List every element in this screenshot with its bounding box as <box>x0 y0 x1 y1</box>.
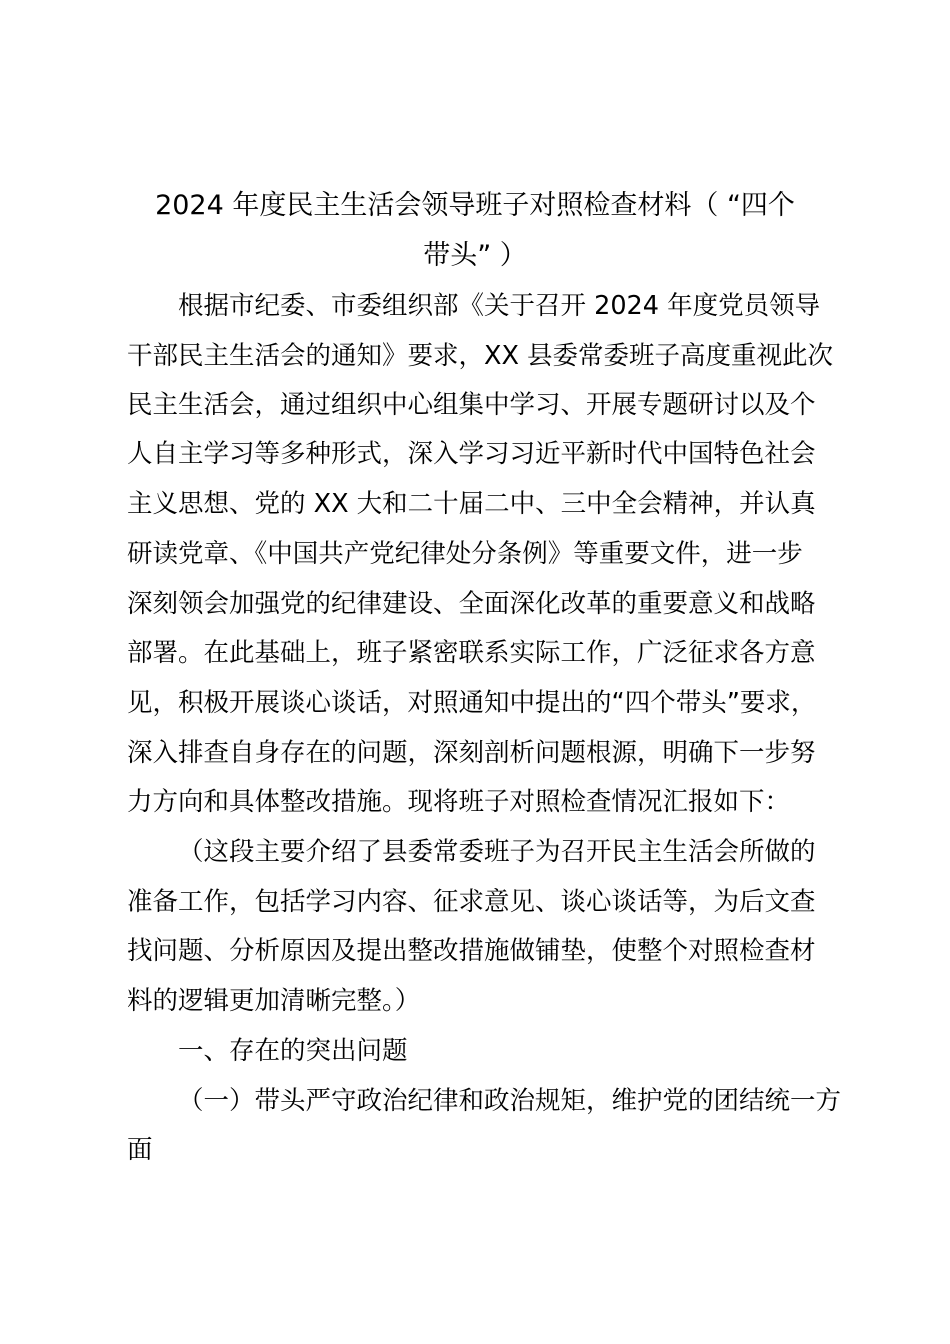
paragraph-line: 人自主学习等多种形式，深入学习习近平新时代中国特色社会 <box>127 439 816 469</box>
paragraph-line: 干部民主生活会的通知》要求，XX 县委常委班子高度重视此次 <box>127 341 834 371</box>
paragraph-line: 根据市纪委、市委组织部《关于召开 2024 年度党员领导 <box>178 291 821 321</box>
note-line: 找问题、分析原因及提出整改措施做铺垫，使整个对照检查材 <box>127 936 816 966</box>
subsection-heading-line: （一）带头严守政治纪律和政治规矩，维护党的团结统一方 <box>178 1086 842 1116</box>
subsection-heading-line: 面 <box>127 1135 153 1165</box>
document-title-line-2: 带头” ） <box>423 240 527 271</box>
note-line: 准备工作，包括学习内容、征求意见、谈心谈话等，为后文查 <box>127 887 816 917</box>
section-heading: 一、存在的突出问题 <box>178 1036 408 1066</box>
note-line: （这段主要介绍了县委常委班子为召开民主生活会所做的 <box>178 837 816 867</box>
paragraph-line: 力方向和具体整改措施。现将班子对照检查情况汇报如下： <box>127 787 791 817</box>
note-line: 料的逻辑更加清晰完整。） <box>127 986 421 1016</box>
document-title-line-1: 2024 年度民主生活会领导班子对照检查材料（ “四个 <box>155 190 795 221</box>
paragraph-line: 见，积极开展谈心谈话，对照通知中提出的“四个带头”要求， <box>127 688 817 718</box>
paragraph-line: 部署。在此基础上，班子紧密联系实际工作，广泛征求各方意 <box>127 638 816 668</box>
paragraph-line: 深刻领会加强党的纪律建设、全面深化改革的重要意义和战略 <box>127 589 816 619</box>
paragraph-line: 研读党章、《中国共产党纪律处分条例》等重要文件，进一步 <box>127 539 803 569</box>
paragraph-line: 深入排查自身存在的问题，深刻剖析问题根源，明确下一步努 <box>127 738 816 768</box>
paragraph-line: 主义思想、党的 XX 大和二十届二中、三中全会精神，并认真 <box>127 489 816 519</box>
paragraph-line: 民主生活会，通过组织中心组集中学习、开展专题研讨以及个 <box>127 390 816 420</box>
